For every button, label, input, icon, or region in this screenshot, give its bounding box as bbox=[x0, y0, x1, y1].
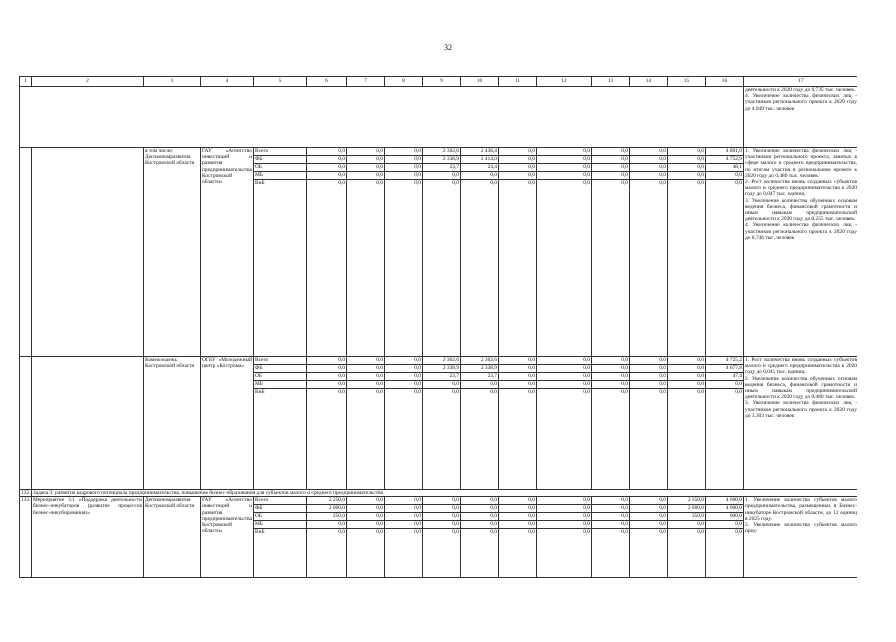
amount-cell: 0,0 bbox=[630, 148, 668, 156]
amount-cell: 0,0 bbox=[668, 365, 706, 373]
amount-cell: 0,0 bbox=[592, 381, 630, 389]
amount-cell: 0,0 bbox=[499, 521, 537, 529]
amount-cell: 0,0 bbox=[592, 529, 630, 578]
amount-cell: 0,0 bbox=[706, 180, 744, 357]
funding-source: ФБ bbox=[254, 365, 307, 373]
amount-cell: 0,0 bbox=[307, 521, 347, 529]
amount-cell: 0,0 bbox=[385, 513, 423, 521]
amount-cell: 0,0 bbox=[592, 497, 630, 505]
header-cell: 5 bbox=[254, 77, 307, 87]
amount-cell: 0,0 bbox=[592, 357, 630, 365]
amount-cell: 0,0 bbox=[537, 497, 592, 505]
amount-cell: 0,0 bbox=[423, 513, 461, 521]
header-cell: 9 bbox=[423, 77, 461, 87]
amount-cell: 0,0 bbox=[630, 513, 668, 521]
header-cell: 7 bbox=[347, 77, 385, 87]
amount-cell: 0,0 bbox=[461, 513, 499, 521]
amount-cell: 0,0 bbox=[423, 180, 461, 357]
row-number bbox=[20, 357, 32, 490]
amount-cell: 0,0 bbox=[706, 521, 744, 529]
amount-cell: 0,0 bbox=[423, 529, 461, 578]
amount-cell: 0,0 bbox=[592, 521, 630, 529]
amount-cell: 0,0 bbox=[668, 180, 706, 357]
amount-cell: 0,0 bbox=[385, 497, 423, 505]
amount-cell: 2 338,9 bbox=[461, 365, 499, 373]
funding-source: ФБ bbox=[254, 505, 307, 513]
amount-cell: 24,4 bbox=[461, 164, 499, 172]
amount-cell: 0,0 bbox=[668, 521, 706, 529]
amount-cell: 0,0 bbox=[499, 373, 537, 381]
amount-cell: 4 752,9 bbox=[706, 156, 744, 164]
amount-cell: 2 000,0 bbox=[668, 505, 706, 513]
amount-cell: 0,0 bbox=[461, 505, 499, 513]
amount-cell: 0,0 bbox=[461, 521, 499, 529]
amount-cell: 4 000,0 bbox=[706, 505, 744, 513]
amount-cell: 0,0 bbox=[668, 529, 706, 578]
participant: ГАУ «Агентство инвестиций и развития предпринимательства Костромской области» bbox=[201, 497, 254, 578]
funding-source: Всего bbox=[254, 148, 307, 156]
amount-cell: 2 362,6 bbox=[461, 357, 499, 365]
amount-cell: 0,0 bbox=[347, 164, 385, 172]
amount-cell: 0,0 bbox=[347, 180, 385, 357]
amount-cell: 0,0 bbox=[592, 180, 630, 357]
funding-source: ВнБ bbox=[254, 180, 307, 357]
amount-cell: 0,0 bbox=[385, 529, 423, 578]
amount-cell: 0,0 bbox=[307, 373, 347, 381]
amount-cell: 2 362,6 bbox=[423, 357, 461, 365]
amount-cell: 0,0 bbox=[499, 156, 537, 164]
amount-cell: 0,0 bbox=[630, 521, 668, 529]
event-name bbox=[32, 148, 144, 357]
amount-cell: 0,0 bbox=[347, 497, 385, 505]
amount-cell: 0,0 bbox=[499, 357, 537, 365]
funding-source: ОБ bbox=[254, 164, 307, 172]
header-cell: 15 bbox=[668, 77, 706, 87]
amount-cell: 0,0 bbox=[347, 389, 385, 490]
amount-cell: 0,0 bbox=[499, 513, 537, 521]
executor: Коммолодежь Костромской области bbox=[144, 357, 201, 490]
page-number: 32 bbox=[444, 43, 452, 52]
funding-source: МБ bbox=[254, 521, 307, 529]
amount-cell: 0,0 bbox=[592, 164, 630, 172]
amount-cell: 0,0 bbox=[592, 365, 630, 373]
table-row bbox=[20, 148, 858, 156]
amount-cell: 0,0 bbox=[385, 148, 423, 156]
amount-cell: 0,0 bbox=[423, 505, 461, 513]
header-cell: 10 bbox=[461, 77, 499, 87]
amount-cell: 0,0 bbox=[385, 365, 423, 373]
amount-cell: 0,0 bbox=[499, 529, 537, 578]
amount-cell: 0,0 bbox=[461, 180, 499, 357]
funding-source: МБ bbox=[254, 381, 307, 389]
amount-cell: 0,0 bbox=[347, 172, 385, 180]
amount-cell: 0,0 bbox=[347, 373, 385, 381]
amount-cell: 0,0 bbox=[630, 164, 668, 172]
amount-cell: 0,0 bbox=[385, 164, 423, 172]
header-cell: 6 bbox=[307, 77, 347, 87]
amount-cell: 0,0 bbox=[307, 148, 347, 156]
amount-cell: 0,0 bbox=[347, 381, 385, 389]
amount-cell: 0,0 bbox=[630, 389, 668, 490]
amount-cell: 0,0 bbox=[423, 521, 461, 529]
amount-cell: 0,0 bbox=[423, 497, 461, 505]
amount-cell: 0,0 bbox=[592, 513, 630, 521]
amount-cell: 0,0 bbox=[592, 505, 630, 513]
amount-cell: 0,0 bbox=[423, 172, 461, 180]
amount-cell: 0,0 bbox=[668, 172, 706, 180]
executor: Депэкономразвития Костромской области bbox=[144, 497, 201, 578]
amount-cell: 0,0 bbox=[347, 529, 385, 578]
row-number bbox=[20, 148, 32, 357]
participant: ОГБУ «Молодежный центр «Кострома» bbox=[201, 357, 254, 490]
header-cell: 16 bbox=[706, 77, 744, 87]
executor: в том числе: Депэкономразвития Костромской области bbox=[144, 148, 201, 357]
amount-cell: 0,0 bbox=[630, 357, 668, 365]
header-cell: 4 bbox=[201, 77, 254, 87]
amount-cell: 0,0 bbox=[668, 381, 706, 389]
event-name: Мероприятие 3.1 «Поддержка деятельности бизнес-инкубаторов (развитие процессов бизнес-инкубирования)» bbox=[32, 497, 144, 578]
amount-cell: 0,0 bbox=[347, 365, 385, 373]
amount-cell: 0,0 bbox=[307, 381, 347, 389]
amount-cell: 0,0 bbox=[385, 156, 423, 164]
amount-cell: 0,0 bbox=[537, 389, 592, 490]
amount-cell: 2 438,4 bbox=[461, 148, 499, 156]
amount-cell: 350,0 bbox=[668, 513, 706, 521]
amount-cell: 0,0 bbox=[499, 164, 537, 172]
amount-cell: 4 801,0 bbox=[706, 148, 744, 156]
amount-cell: 23,7 bbox=[423, 164, 461, 172]
amount-cell: 0,0 bbox=[668, 357, 706, 365]
amount-cell: 0,0 bbox=[537, 529, 592, 578]
row-number: 133. bbox=[20, 497, 32, 578]
amount-cell: 23,7 bbox=[423, 373, 461, 381]
header-cell: 1 bbox=[20, 77, 32, 87]
result-description: деятельности к 2020 году до 0,735 тыс. человек. 4. Увеличение количества физических лиц - участников регионального проекта к 2020 году до 4,049 тыс. человек bbox=[744, 87, 858, 148]
header-cell: 17 bbox=[744, 77, 858, 87]
amount-cell: 0,0 bbox=[385, 381, 423, 389]
amount-cell: 0,0 bbox=[537, 513, 592, 521]
header-cell: 12 bbox=[537, 77, 592, 87]
funding-source: Всего bbox=[254, 497, 307, 505]
amount-cell: 0,0 bbox=[537, 172, 592, 180]
amount-cell: 0,0 bbox=[630, 156, 668, 164]
document-page bbox=[19, 76, 857, 642]
amount-cell: 0,0 bbox=[537, 373, 592, 381]
amount-cell: 0,0 bbox=[499, 381, 537, 389]
amount-cell: 0,0 bbox=[592, 172, 630, 180]
amount-cell: 2 338,9 bbox=[423, 156, 461, 164]
amount-cell: 0,0 bbox=[385, 172, 423, 180]
amount-cell: 0,0 bbox=[630, 381, 668, 389]
amount-cell: 0,0 bbox=[537, 164, 592, 172]
amount-cell: 4 600,0 bbox=[706, 497, 744, 505]
amount-cell: 0,0 bbox=[592, 148, 630, 156]
amount-cell: 0,0 bbox=[307, 357, 347, 365]
header-cell: 14 bbox=[630, 77, 668, 87]
amount-cell: 0,0 bbox=[461, 529, 499, 578]
amount-cell: 0,0 bbox=[706, 381, 744, 389]
amount-cell: 0,0 bbox=[630, 373, 668, 381]
amount-cell: 600,0 bbox=[706, 513, 744, 521]
task-title: Задача 3: развитие кадрового потенциала предпринимательства, повышение бизнес-образования для субъектов малого и среднего предпринимательства bbox=[32, 490, 858, 497]
amount-cell: 0,0 bbox=[630, 505, 668, 513]
amount-cell: 0,0 bbox=[537, 148, 592, 156]
amount-cell: 0,0 bbox=[385, 521, 423, 529]
amount-cell: 2 250,0 bbox=[307, 497, 347, 505]
amount-cell: 0,0 bbox=[307, 365, 347, 373]
amount-cell: 0,0 bbox=[385, 357, 423, 365]
amount-cell: 0,0 bbox=[630, 529, 668, 578]
amount-cell: 2 414,0 bbox=[461, 156, 499, 164]
amount-cell: 0,0 bbox=[537, 505, 592, 513]
table-row bbox=[20, 357, 858, 365]
amount-cell: 0,0 bbox=[461, 389, 499, 490]
amount-cell: 4 725,2 bbox=[706, 357, 744, 365]
header-cell: 2 bbox=[32, 77, 144, 87]
amount-cell: 0,0 bbox=[592, 373, 630, 381]
amount-cell: 0,0 bbox=[630, 172, 668, 180]
amount-cell: 47,4 bbox=[706, 373, 744, 381]
funding-source: ВнБ bbox=[254, 389, 307, 490]
row-number: 132. bbox=[21, 490, 31, 496]
amount-cell: 0,0 bbox=[668, 156, 706, 164]
amount-cell: 0,0 bbox=[461, 497, 499, 505]
amount-cell: 0,0 bbox=[668, 373, 706, 381]
funding-source: ОБ bbox=[254, 373, 307, 381]
amount-cell: 0,0 bbox=[592, 156, 630, 164]
amount-cell: 0,0 bbox=[307, 156, 347, 164]
funding-source: ОБ bbox=[254, 513, 307, 521]
amount-cell: 0,0 bbox=[347, 357, 385, 365]
amount-cell: 0,0 bbox=[307, 529, 347, 578]
amount-cell: 0,0 bbox=[307, 164, 347, 172]
budget-table bbox=[19, 76, 857, 578]
amount-cell: 0,0 bbox=[537, 365, 592, 373]
continuation-row bbox=[20, 87, 858, 148]
task-row bbox=[20, 490, 858, 497]
amount-cell: 250,0 bbox=[307, 513, 347, 521]
event-name bbox=[32, 357, 144, 490]
amount-cell: 48,1 bbox=[706, 164, 744, 172]
amount-cell: 0,0 bbox=[592, 389, 630, 490]
funding-source: ВнБ bbox=[254, 529, 307, 578]
amount-cell: 0,0 bbox=[347, 148, 385, 156]
amount-cell: 0,0 bbox=[385, 373, 423, 381]
amount-cell: 0,0 bbox=[706, 529, 744, 578]
header-cell: 11 bbox=[499, 77, 537, 87]
amount-cell: 0,0 bbox=[347, 513, 385, 521]
amount-cell: 0,0 bbox=[499, 389, 537, 490]
amount-cell: 23,7 bbox=[461, 373, 499, 381]
amount-cell: 0,0 bbox=[630, 365, 668, 373]
amount-cell: 0,0 bbox=[499, 497, 537, 505]
amount-cell: 0,0 bbox=[499, 365, 537, 373]
amount-cell: 0,0 bbox=[668, 164, 706, 172]
amount-cell: 0,0 bbox=[537, 180, 592, 357]
funding-source: ФБ bbox=[254, 156, 307, 164]
amount-cell: 0,0 bbox=[537, 521, 592, 529]
header-cell: 8 bbox=[385, 77, 423, 87]
amount-cell: 0,0 bbox=[307, 389, 347, 490]
result-description: 1. Рост количества вновь созданных субъектов малого и среднего предпринимательства к 2020 году до 0,041 тыс. единиц. 2. Увеличение количества обученных основам ведения бизнеса, финансовой грамотности и иным навыкам предпринимательской деятельности к 2020 году до 0,480 тыс. человек. 3. Увеличение количества физических лиц - участников регионального проекта к 2020 году до 3,303 тыс. человек bbox=[744, 357, 858, 490]
amount-cell: 0,0 bbox=[423, 381, 461, 389]
amount-cell: 0,0 bbox=[307, 172, 347, 180]
amount-cell: 0,0 bbox=[423, 389, 461, 490]
participant: ГАУ «Агентство инвестиций и развития предпринимательства Костромской области» bbox=[201, 148, 254, 357]
amount-cell: 0,0 bbox=[537, 357, 592, 365]
amount-cell: 0,0 bbox=[706, 172, 744, 180]
header-cell: 3 bbox=[144, 77, 201, 87]
amount-cell: 0,0 bbox=[461, 381, 499, 389]
amount-cell: 0,0 bbox=[537, 156, 592, 164]
amount-cell: 2 000,0 bbox=[307, 505, 347, 513]
header-cell: 13 bbox=[592, 77, 630, 87]
amount-cell: 2 350,0 bbox=[668, 497, 706, 505]
amount-cell: 0,0 bbox=[668, 148, 706, 156]
amount-cell: 0,0 bbox=[630, 180, 668, 357]
amount-cell: 0,0 bbox=[347, 156, 385, 164]
amount-cell: 4 677,8 bbox=[706, 365, 744, 373]
funding-source: Всего bbox=[254, 357, 307, 365]
amount-cell: 0,0 bbox=[347, 521, 385, 529]
amount-cell: 0,0 bbox=[706, 389, 744, 490]
amount-cell: 0,0 bbox=[347, 505, 385, 513]
amount-cell: 0,0 bbox=[537, 381, 592, 389]
table-row bbox=[20, 497, 858, 505]
blank-cells bbox=[20, 87, 744, 148]
amount-cell: 0,0 bbox=[499, 172, 537, 180]
amount-cell: 0,0 bbox=[499, 505, 537, 513]
amount-cell: 0,0 bbox=[307, 180, 347, 357]
amount-cell: 0,0 bbox=[461, 172, 499, 180]
funding-source: МБ bbox=[254, 172, 307, 180]
amount-cell: 0,0 bbox=[385, 389, 423, 490]
amount-cell: 0,0 bbox=[630, 497, 668, 505]
amount-cell: 2 362,6 bbox=[423, 148, 461, 156]
result-description: 1. Увеличение количества субъектов малого предпринимательства, размещенных в Бизнес-инкубаторе Костромской области, до 12 единиц в 2025 году. 2. Увеличение количества субъектов малого пред- bbox=[744, 497, 858, 578]
amount-cell: 2 338,9 bbox=[423, 365, 461, 373]
amount-cell: 0,0 bbox=[385, 505, 423, 513]
amount-cell: 0,0 bbox=[668, 389, 706, 490]
amount-cell: 0,0 bbox=[499, 148, 537, 156]
amount-cell: 0,0 bbox=[499, 180, 537, 357]
amount-cell: 0,0 bbox=[385, 180, 423, 357]
result-description: 1. Увеличение количества физических лиц - участников регионального проекта, занятых в сфере малого и среднего предпринимательства, по итогам участия в региональном проекте к 2020 году до 0,480 тыс. человек. 2. Рост количества вновь созданных субъектов малого и среднего предпринимательства к 2020 году до 0,047 тыс. единиц. 3. Увеличение количества обученных основам ведения бизнеса, финансовой грамотности и иным навыкам предпринимательской деятельности к 2020 году до 0,255 тыс. человек. 4. Увеличение количества физических лиц - участников регионального проекта к 2020 году до 0,746 тыс. человек bbox=[744, 148, 858, 357]
header-row bbox=[20, 77, 858, 87]
